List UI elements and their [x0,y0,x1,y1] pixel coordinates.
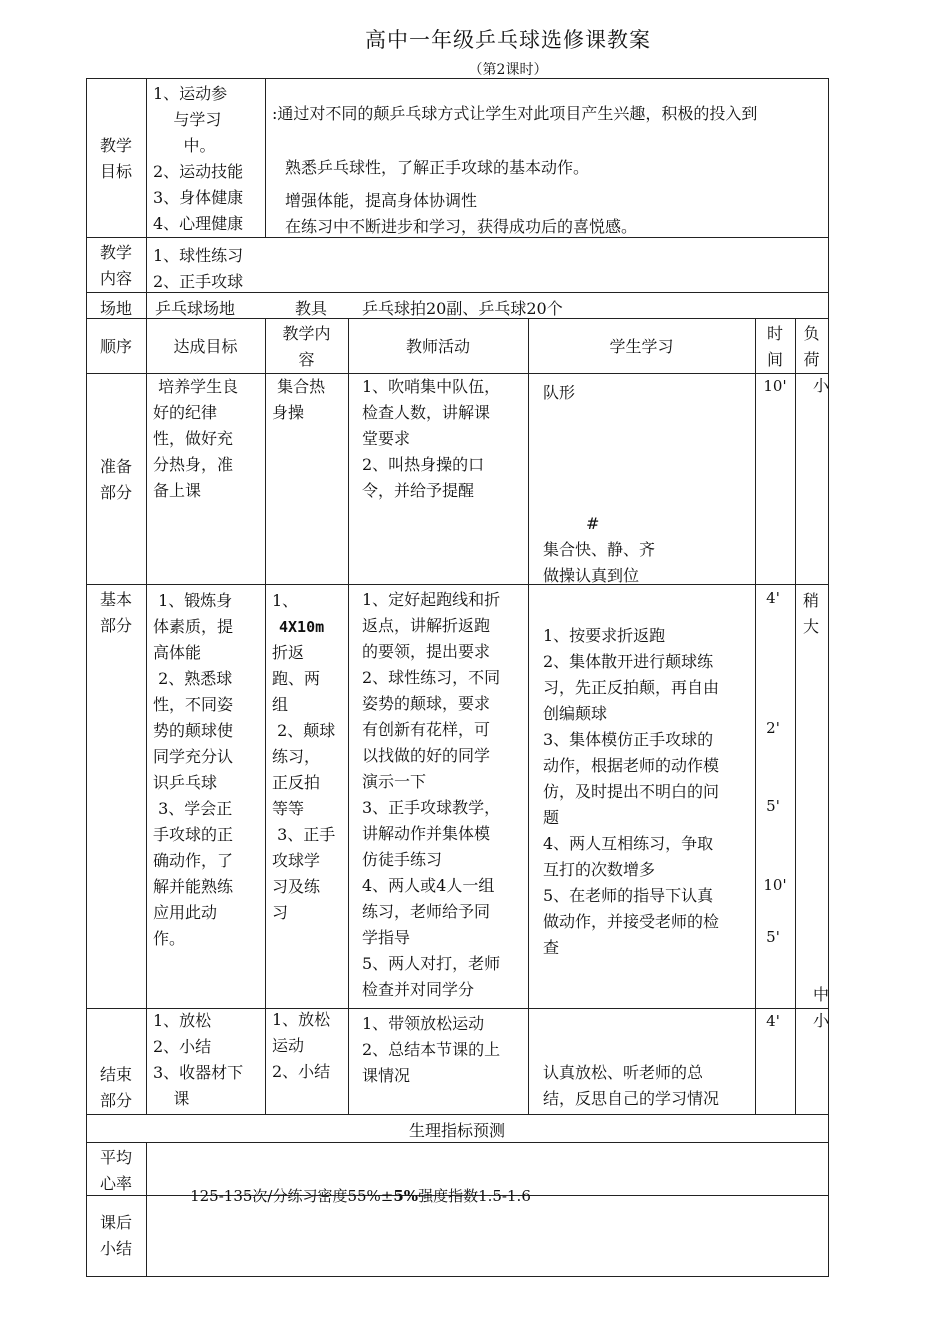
basic-student: 1、按要求折返跑 2、集体散开进行颠球练 习，先正反拍颠，再自由 创编颠球 3、集体模仿正手攻球的 动作，根据老师的动作模 仿，及时提出不明白的问 题 4、两人互相练习，争取 互打的次数增多 5、在老师的指导下认真 做动作，并接受老师的检 查 [543,626,720,957]
basic-label: 基本 部分 [99,590,132,635]
summary-label: 课后 小结 [99,1213,132,1258]
basic-teacher: 1、定好起跑线和折 返点，讲解折返跑 的要领，提出要求 2、球性练习，不同 姿势的颠球，要求 有创新有花样，可 以找做的好的同学 演示一下 3、正手攻球教学， 讲解动作并集体模 仿徒手练习 4、两人或4人一组 练习，老师给予同 学指导 5、两人对打，老师 检查并对同学分 [362,590,501,999]
basic-content-run: 4X10m [279,618,325,636]
equipment-value: 乒乓球拍20副、乒乓球20个 [362,299,563,318]
table-rule [146,1142,147,1277]
table-rule [265,318,266,1115]
header-student: 学生学习 [609,337,674,356]
objectives-text-health: 增强体能，提高身体协调性 [285,191,478,210]
content-items: 1、球性练习 2、正手攻球 [153,246,244,291]
basic-content-index: 1、 [272,591,299,610]
end-student: 认真放松、听老师的总 结，反思自己的学习情况 [543,1063,720,1108]
basic-load-medium: 中 [813,985,830,1004]
equipment-label: 教具 [295,299,328,318]
table-rule [828,78,829,1277]
prep-goal: 培养学生良 好的纪律 性，做好充 分热身，准 备上课 [153,377,239,500]
intensity-index: 强度指数1.5-1.6 [418,1187,531,1205]
header-goal: 达成目标 [173,337,238,356]
table-rule [348,318,349,1115]
venue-label: 场地 [99,299,132,318]
heart-rate-label: 平均 心率 [99,1148,132,1193]
basic-time-ball: 2' [766,719,780,737]
basic-content: 折返 跑、两 组 2、颠球 练习， 正反拍 等等 3、正手 攻球学 习及练 习 [272,643,336,922]
objectives-label: 教学 目标 [99,136,132,181]
prep-student-formation: 队形 [543,383,576,402]
density-tolerance: 5% [393,1187,419,1205]
prep-content: 集合热 身操 [272,377,326,422]
basic-goal: 1、锻炼身 体素质，提 高体能 2、熟悉球 性，不同姿 势的颠球使 同学充分认 识乒乓球 3、学会正 手攻球的正 确动作，了 解并能熟练 应用此动 作。 [153,591,234,948]
basic-time-pairs: 10' [763,876,787,894]
end-teacher: 1、带领放松运动 2、总结本节课的上 课情况 [362,1014,501,1085]
table-rule [86,1114,829,1115]
prep-student-notes: 集合快、静、齐 做操认真到位 [543,540,656,585]
objectives-text-skill: 熟悉乒乓球性，了解正手攻球的基本动作。 [285,158,590,177]
prep-student-symbol: # [586,514,600,533]
objectives-text-mental: 在练习中不断进步和学习，获得成功后的喜悦感。 [285,217,638,236]
end-content: 1、放松 运动 2、小结 [272,1010,331,1081]
summary-value[interactable] [153,1210,823,1262]
heart-rate-range: 125-135次/分练习密度55%± [190,1187,394,1205]
end-label: 结束 部分 [99,1065,132,1110]
table-rule [528,318,529,1115]
table-rule [86,78,829,79]
prep-label: 准备 部分 [99,457,132,502]
prep-teacher: 1、吹哨集中队伍， 检查人数，讲解课 堂要求 2、叫热身操的口 令，并给予提醒 [362,377,501,500]
table-rule [146,78,147,1115]
venue-value: 乒乓球场地 [155,299,236,318]
basic-time-run: 4' [766,589,780,607]
physio-header: 生理指标预测 [408,1121,505,1140]
table-rule [86,1276,829,1277]
header-content: 教学内 容 [282,324,331,369]
content-label: 教学 内容 [99,243,132,288]
end-time: 4' [766,1012,780,1030]
objectives-text-participation: :通过对不同的颠乒乓球方式让学生对此项目产生兴趣，积极的投入到 [272,104,758,123]
header-load: 负 荷 [803,324,820,369]
table-rule [265,78,266,238]
end-goal: 1、放松 2、小结 3、收器材下 课 [153,1011,244,1108]
lesson-number: （第2课时） [468,62,548,78]
basic-load-high: 稍 大 [803,591,820,636]
header-order: 顺序 [99,337,132,356]
prep-load: 小 [813,376,830,395]
page-title: 高中一年级乒乓球选修课教案 [365,28,651,52]
prep-time: 10' [763,377,787,395]
basic-time-match: 5' [766,928,780,946]
header-time: 时 间 [766,324,783,369]
basic-time-forehand: 5' [766,797,780,815]
table-rule [795,318,796,1115]
header-teacher: 教师活动 [405,337,470,356]
end-load: 小 [813,1011,830,1030]
objectives-items: 1、运动参 与学习 中。 2、运动技能 3、身体健康 4、心理健康 [153,84,244,233]
